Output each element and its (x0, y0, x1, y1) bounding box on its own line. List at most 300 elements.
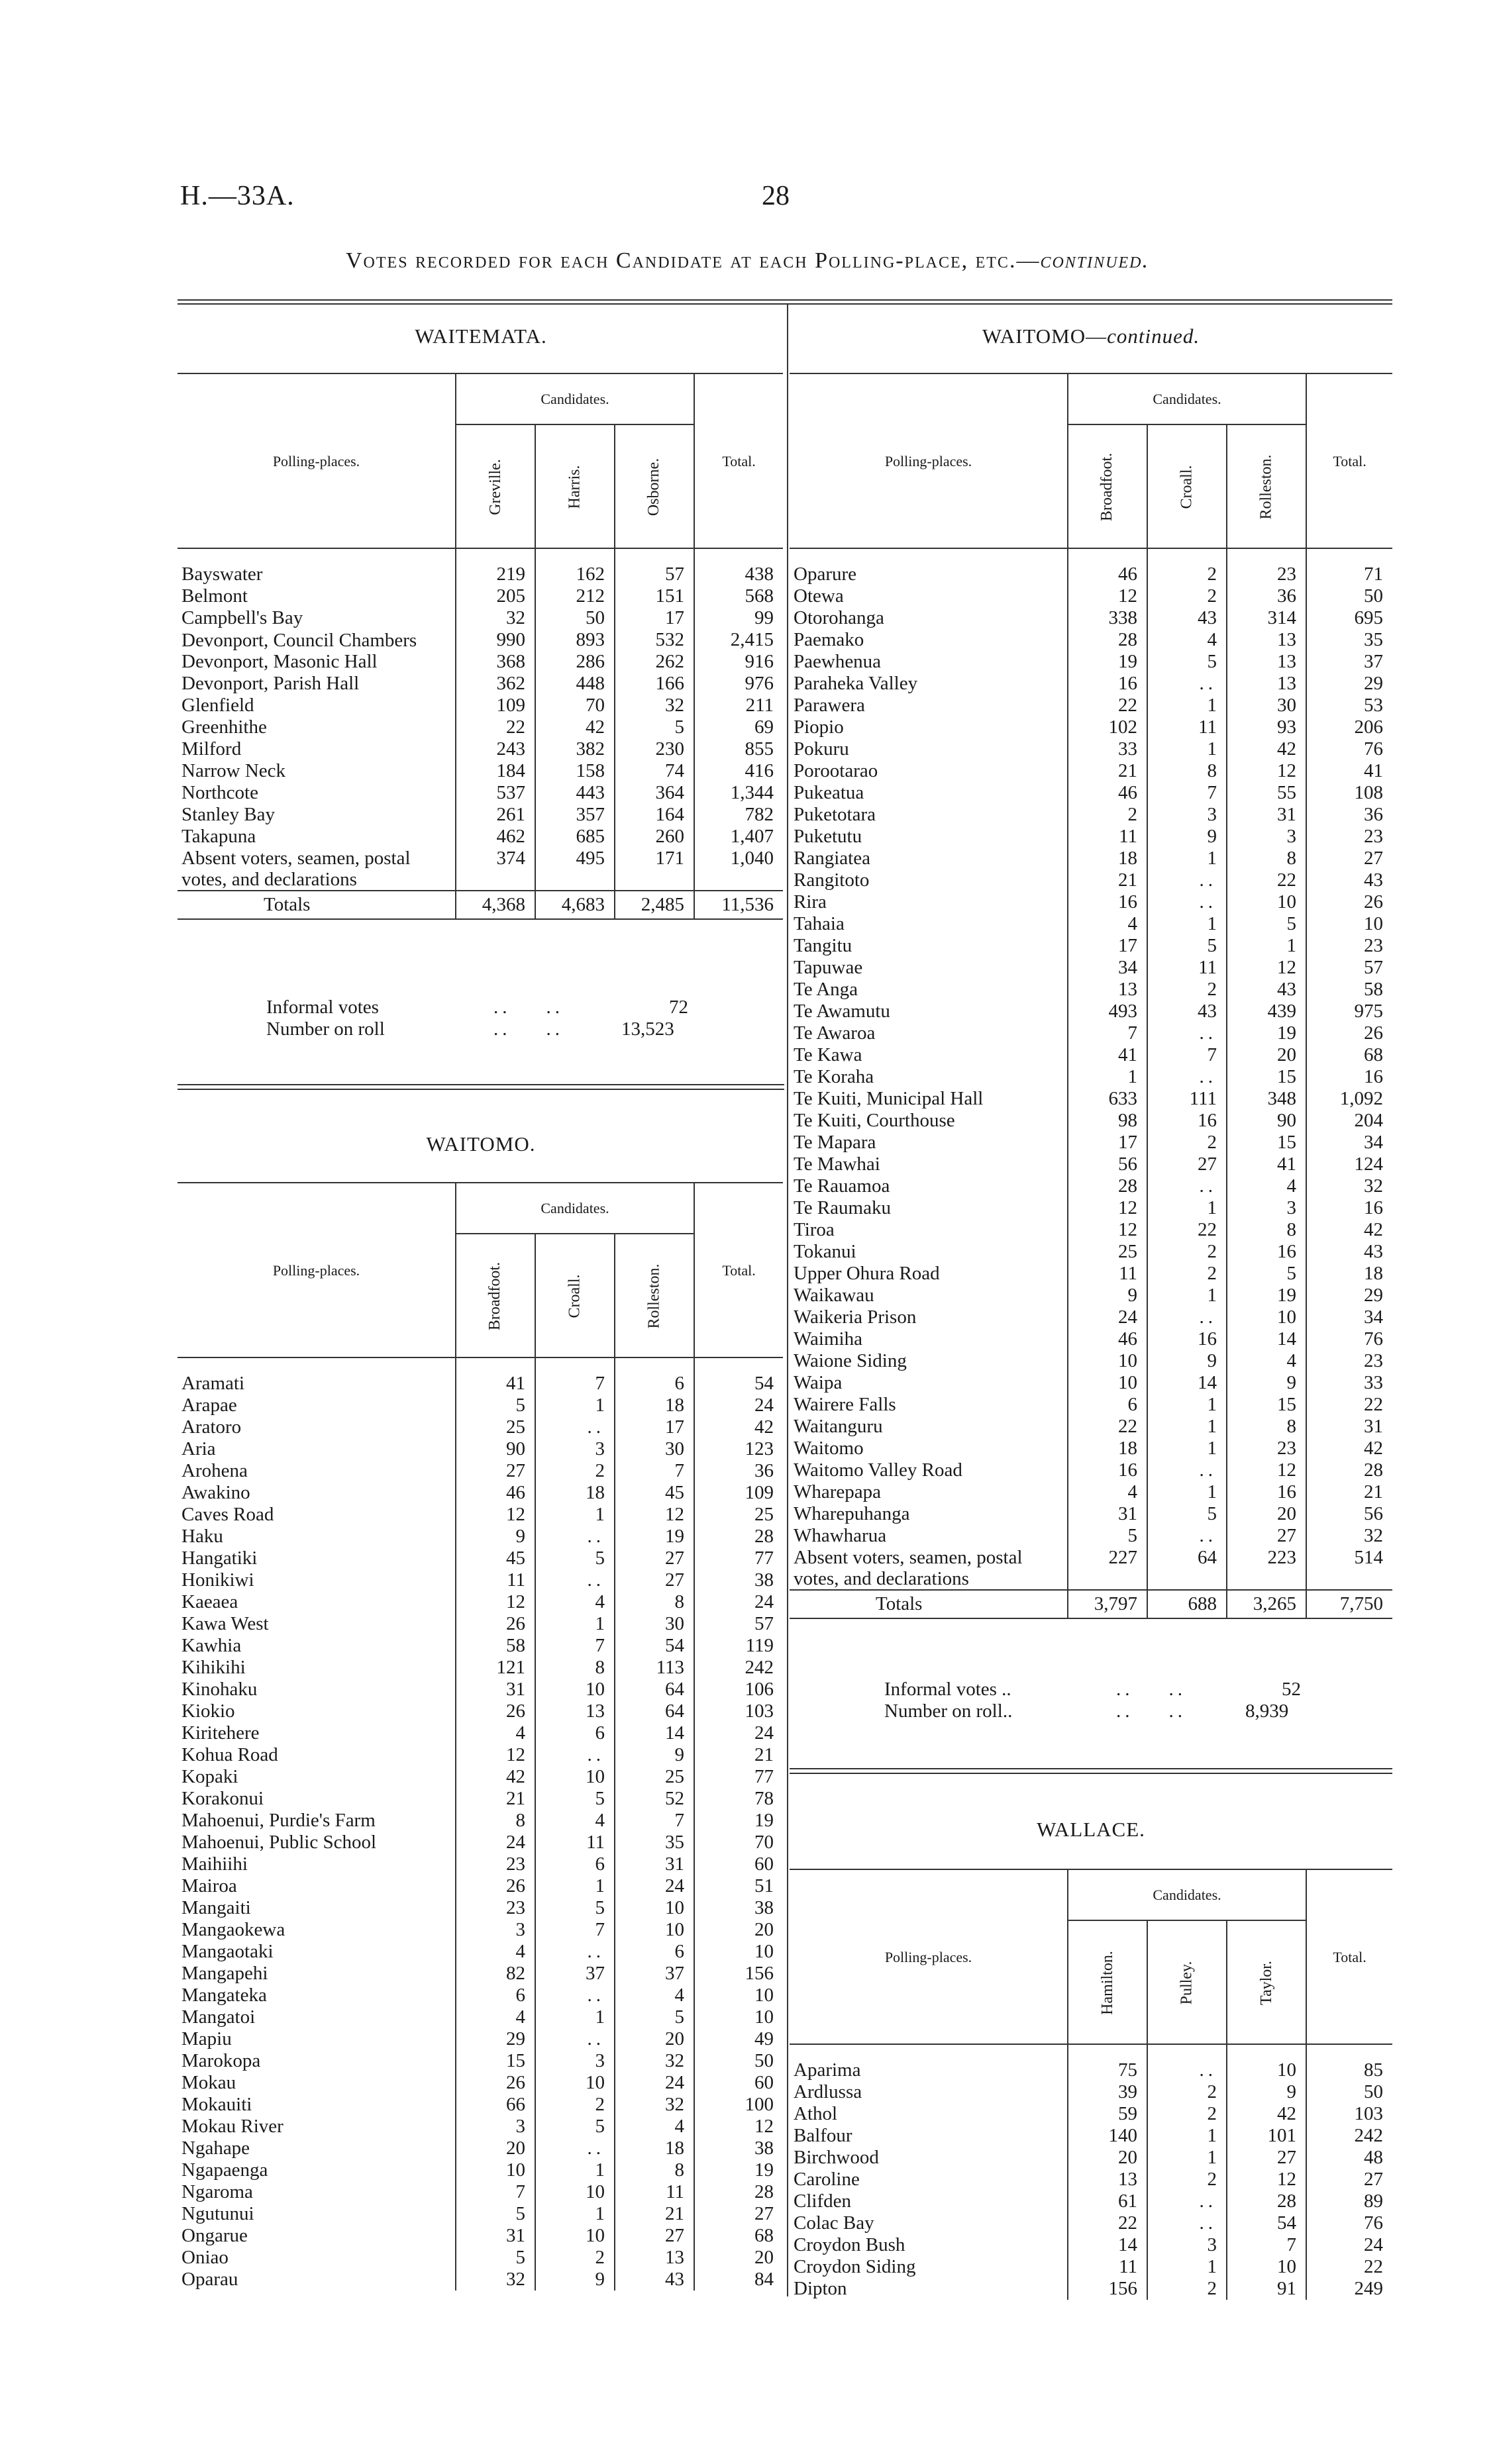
candidate-votes: 532 (615, 629, 694, 651)
row-total: 24 (694, 1395, 783, 1416)
candidate-name: Harris. (566, 465, 584, 509)
candidate-votes: .. (1147, 869, 1227, 891)
candidate-votes: 8 (456, 1810, 535, 1832)
row-total: 123 (694, 1438, 783, 1460)
row-total: 27 (694, 2203, 783, 2225)
candidate-votes: 10 (1227, 2044, 1306, 2081)
polling-place: Ngahape (181, 2138, 250, 2159)
candidate-votes: .. (1147, 1022, 1227, 1044)
polling-place: Parawera (794, 695, 865, 716)
polling-place: Narrow Neck (181, 760, 286, 781)
candidate-votes: 90 (456, 1438, 535, 1460)
candidate-votes: 1 (1147, 1481, 1227, 1503)
table-row (790, 804, 1392, 826)
top-rule-2 (178, 303, 1392, 305)
row-total: 108 (1306, 782, 1392, 804)
candidate-votes: .. (1147, 2044, 1227, 2081)
polling-place: Mangateka (181, 1985, 267, 2006)
polling-place: Te Koraha (794, 1066, 874, 1087)
candidate-votes: 22 (1068, 695, 1147, 716)
candidate-votes: 13 (535, 1700, 615, 1722)
polling-place: Birchwood (794, 2147, 879, 2168)
candidate-votes: 26 (456, 1613, 535, 1635)
candidate-votes: 9 (456, 1526, 535, 1548)
candidate-header (1068, 424, 1147, 548)
candidate-votes: 212 (535, 585, 615, 607)
candidate-votes: 4 (535, 1810, 615, 1832)
candidate-votes: 9 (615, 1744, 694, 1766)
informal-votes-value: 52 (1282, 1679, 1301, 1700)
row-total: 211 (694, 695, 783, 716)
candidate-total: 3,265 (1227, 1590, 1306, 1618)
candidate-votes: 93 (1227, 716, 1306, 738)
candidate-votes: 24 (1068, 1306, 1147, 1328)
candidate-votes: 10 (1068, 1372, 1147, 1394)
candidate-votes: 18 (615, 1395, 694, 1416)
candidate-votes: 357 (535, 804, 615, 826)
candidate-votes: 2 (1147, 979, 1227, 1001)
candidate-votes: .. (535, 1569, 615, 1591)
table-row (178, 629, 783, 651)
candidate-votes: 10 (535, 1766, 615, 1788)
row-total: 34 (1306, 1306, 1392, 1328)
row-total: 1,092 (1306, 1088, 1392, 1110)
polling-places-header: Polling-places. (790, 373, 1068, 548)
candidate-votes: 10 (1227, 2256, 1306, 2278)
row-total: 19 (694, 1810, 783, 1832)
row-total: 71 (1306, 548, 1392, 585)
row-total: 855 (694, 738, 783, 760)
candidate-votes: 261 (456, 804, 535, 826)
candidate-votes: 31 (456, 2225, 535, 2247)
table-row (178, 1766, 783, 1788)
row-total: 24 (694, 1591, 783, 1613)
polling-place: Waitomo (794, 1438, 864, 1459)
row-total: 27 (1306, 2169, 1392, 2191)
candidate-votes: 230 (615, 738, 694, 760)
row-total: 242 (694, 1657, 783, 1679)
candidate-votes: 5 (1147, 1503, 1227, 1525)
candidate-votes: 314 (1227, 607, 1306, 629)
leaders: .. .. (1116, 1700, 1186, 1722)
candidate-votes: 21 (1068, 760, 1147, 782)
row-total: 53 (1306, 695, 1392, 716)
polling-place: Mapiu (181, 2028, 232, 2049)
waitomo-footnote (0, 1679, 1495, 1725)
row-total: 26 (1306, 1022, 1392, 1044)
candidate-votes: 82 (456, 1963, 535, 1985)
table-row (178, 1744, 783, 1766)
candidate-header (1147, 1920, 1227, 2044)
candidate-votes: 10 (535, 2225, 615, 2247)
candidate-votes: 42 (1227, 738, 1306, 760)
row-total: 782 (694, 804, 783, 826)
polling-place: Aratoro (181, 1416, 242, 1438)
candidate-name: Croall. (1178, 465, 1196, 509)
candidate-votes: 15 (1227, 1132, 1306, 1154)
table-row (790, 1044, 1392, 1066)
polling-place: Whawharua (794, 1525, 887, 1546)
polling-place: Te Kawa (794, 1044, 862, 1065)
candidate-votes: 57 (615, 548, 694, 585)
table-row (178, 2269, 783, 2291)
table-row (790, 1132, 1392, 1154)
row-total: 34 (1306, 1132, 1392, 1154)
candidate-votes: 12 (456, 1591, 535, 1613)
table-row (178, 1941, 783, 1963)
polling-place: Waione Siding (794, 1350, 907, 1371)
row-total: 1,344 (694, 782, 783, 804)
row-total: 119 (694, 1635, 783, 1657)
candidate-votes: 16 (1147, 1110, 1227, 1132)
candidate-votes: .. (1147, 1459, 1227, 1481)
table-row (790, 1241, 1392, 1263)
polling-place: Bayswater (181, 564, 263, 585)
table-row (178, 1832, 783, 1853)
polling-place: Wharepapa (794, 1481, 882, 1503)
polling-place: Dipton (794, 2278, 847, 2299)
candidate-votes: 16 (1147, 1328, 1227, 1350)
polling-place: Marokopa (181, 2050, 261, 2071)
row-total: 41 (1306, 760, 1392, 782)
candidate-votes: 27 (615, 1569, 694, 1591)
candidate-votes: 5 (615, 2006, 694, 2028)
row-total: 21 (1306, 1481, 1392, 1503)
row-total: 12 (694, 2116, 783, 2138)
row-total: 32 (1306, 1175, 1392, 1197)
polling-place: Puketotara (794, 804, 876, 825)
row-total: 204 (1306, 1110, 1392, 1132)
table-row (178, 673, 783, 695)
table-row (790, 1372, 1392, 1394)
candidate-votes: 21 (615, 2203, 694, 2225)
polling-place: Te Awaroa (794, 1022, 876, 1044)
row-total: 106 (694, 1679, 783, 1700)
candidate-votes: 12 (1068, 1197, 1147, 1219)
polling-place: Kihikihi (181, 1657, 246, 1678)
candidate-votes: 39 (1068, 2081, 1147, 2103)
table-row (178, 2006, 783, 2028)
candidate-votes: 45 (456, 1548, 535, 1569)
table-row (790, 1394, 1392, 1416)
polling-place: Mangaokewa (181, 1919, 285, 1940)
table-row (790, 673, 1392, 695)
waitomo-title: WAITOMO. (426, 1132, 536, 1156)
candidate-votes: 4 (456, 1722, 535, 1744)
candidate-votes: 158 (535, 760, 615, 782)
table-row (790, 2147, 1392, 2169)
table-row (790, 826, 1392, 848)
candidate-votes: 34 (1068, 957, 1147, 979)
polling-place: Colac Bay (794, 2212, 874, 2234)
table-row (790, 1416, 1392, 1438)
row-total: 24 (694, 1722, 783, 1744)
row-total: 77 (694, 1548, 783, 1569)
candidate-votes: 7 (1068, 1022, 1147, 1044)
row-total: 37 (1306, 651, 1392, 673)
polling-place: Paraheka Valley (794, 673, 918, 694)
candidate-votes: 10 (535, 2181, 615, 2203)
polling-place: Caves Road (181, 1504, 274, 1525)
table-row (178, 1526, 783, 1548)
candidate-votes: 52 (615, 1788, 694, 1810)
candidate-votes: 90 (1227, 1110, 1306, 1132)
row-total: 25 (694, 1504, 783, 1526)
table-row (790, 913, 1392, 935)
table-row (178, 804, 783, 826)
table-row (790, 548, 1392, 585)
candidate-votes: 1 (1147, 2256, 1227, 2278)
candidate-votes: 5 (1227, 913, 1306, 935)
candidate-votes: 1 (1147, 848, 1227, 869)
table-row (790, 1066, 1392, 1088)
candidate-votes: 2 (535, 2094, 615, 2116)
candidate-votes: 5 (1227, 1263, 1306, 1285)
polling-place: Te Mawhai (794, 1154, 880, 1175)
polling-place: Caroline (794, 2169, 860, 2190)
candidate-votes: 439 (1227, 1001, 1306, 1022)
candidate-votes: 1 (1227, 935, 1306, 957)
header-row (790, 373, 1392, 424)
candidate-votes: 111 (1147, 1088, 1227, 1110)
candidate-votes: 22 (1068, 2212, 1147, 2234)
candidate-votes: 4 (1227, 1175, 1306, 1197)
row-total: 514 (1306, 1547, 1392, 1590)
candidate-votes: 364 (615, 782, 694, 804)
table-row (790, 607, 1392, 629)
candidate-votes: 17 (1068, 1132, 1147, 1154)
candidate-votes: 5 (535, 1897, 615, 1919)
row-total: 124 (1306, 1154, 1392, 1175)
polling-place: Paewhenua (794, 651, 882, 672)
row-total: 36 (694, 1460, 783, 1482)
candidate-votes: .. (1147, 673, 1227, 695)
candidate-votes: 19 (1227, 1022, 1306, 1044)
candidate-votes: 1 (535, 1395, 615, 1416)
polling-place: Hangatiki (181, 1548, 258, 1569)
candidate-votes: 7 (615, 1460, 694, 1482)
table-row (790, 2103, 1392, 2125)
table-row (178, 1919, 783, 1941)
candidate-votes: 1 (1147, 1416, 1227, 1438)
candidate-votes: 338 (1068, 607, 1147, 629)
polling-place: Glenfield (181, 695, 254, 716)
table-row (790, 716, 1392, 738)
polling-place: Kopaki (181, 1766, 238, 1787)
row-total: 48 (1306, 2147, 1392, 2169)
table-row (790, 695, 1392, 716)
header-row (178, 373, 783, 424)
row-total: 89 (1306, 2191, 1392, 2212)
candidate-votes: 12 (1227, 760, 1306, 782)
table-row (178, 548, 783, 585)
polling-place: Clifden (794, 2191, 851, 2212)
row-total: 23 (1306, 1350, 1392, 1372)
polling-place: Mangatoi (181, 2006, 256, 2028)
candidate-votes: 121 (456, 1657, 535, 1679)
candidate-votes: 64 (615, 1679, 694, 1700)
table-row (178, 1395, 783, 1416)
table-row (178, 1357, 783, 1395)
candidate-votes: 3 (1227, 826, 1306, 848)
informal-label-text: Informal votes (884, 1679, 997, 1700)
polling-place: Mairoa (181, 1875, 237, 1897)
candidate-votes: 7 (456, 2181, 535, 2203)
candidate-votes: 23 (1227, 1438, 1306, 1459)
candidate-votes: 12 (1227, 957, 1306, 979)
candidate-votes: 1 (535, 1875, 615, 1897)
table-row (790, 2125, 1392, 2147)
section-rule-2 (790, 1773, 1392, 1774)
candidate-votes: .. (535, 1985, 615, 2006)
candidate-votes: 43 (1227, 979, 1306, 1001)
candidate-votes: 17 (615, 1416, 694, 1438)
candidate-votes: 15 (456, 2050, 535, 2072)
candidate-votes: 164 (615, 804, 694, 826)
candidate-votes: 3 (535, 1438, 615, 1460)
candidate-votes: 2 (1147, 1241, 1227, 1263)
polling-place: Waipa (794, 1372, 843, 1393)
candidate-votes: 18 (1068, 1438, 1147, 1459)
row-total: 50 (1306, 2081, 1392, 2103)
candidate-votes: 7 (615, 1810, 694, 1832)
table-row (178, 1635, 783, 1657)
candidate-votes: 18 (535, 1482, 615, 1504)
number-on-roll-label: Number on roll.. (884, 1700, 1013, 1722)
candidate-votes: 20 (615, 2028, 694, 2050)
candidate-votes: 31 (1227, 804, 1306, 826)
candidate-name: Taylor. (1257, 1960, 1275, 2005)
candidate-votes: 11 (1068, 2256, 1147, 2278)
candidate-votes: 28 (1068, 629, 1147, 651)
page-number: 28 (762, 181, 790, 211)
table-row (790, 1110, 1392, 1132)
candidate-votes: 4 (1068, 913, 1147, 935)
candidate-votes: 32 (456, 2269, 535, 2291)
candidate-votes: 260 (615, 826, 694, 848)
candidate-votes: 54 (1227, 2212, 1306, 2234)
row-total: 24 (1306, 2234, 1392, 2256)
polling-place: Rangiatea (794, 848, 870, 869)
candidate-votes: 26 (456, 2072, 535, 2094)
table-row (790, 1481, 1392, 1503)
informal-votes-label: Informal votes .. (884, 1679, 1011, 1700)
polling-place: Kawa West (181, 1613, 269, 1634)
candidate-votes: 5 (1147, 935, 1227, 957)
polling-place: Kawhia (181, 1635, 242, 1656)
candidate-votes: 11 (615, 2181, 694, 2203)
candidate-votes: 5 (535, 1548, 615, 1569)
row-total: 33 (1306, 1372, 1392, 1394)
candidate-votes: 31 (456, 1679, 535, 1700)
candidate-votes: .. (535, 2028, 615, 2050)
candidate-votes: 166 (615, 673, 694, 695)
candidate-votes: 4 (535, 1591, 615, 1613)
row-total: 242 (1306, 2125, 1392, 2147)
total-header: Total. (1306, 1869, 1392, 2044)
candidate-votes: 14 (1227, 1328, 1306, 1350)
candidate-votes: 4 (1068, 1481, 1147, 1503)
candidate-votes: 16 (1068, 673, 1147, 695)
candidate-votes: 1 (535, 2159, 615, 2181)
candidate-votes: 162 (535, 548, 615, 585)
row-total: 1,040 (694, 848, 783, 891)
row-total: 51 (694, 1875, 783, 1897)
candidate-votes: 35 (615, 1832, 694, 1853)
candidate-votes: 26 (456, 1875, 535, 1897)
polling-place: Upper Ohura Road (794, 1263, 940, 1284)
candidate-votes: 19 (1068, 651, 1147, 673)
row-total: 35 (1306, 629, 1392, 651)
candidate-votes: 41 (1068, 1044, 1147, 1066)
candidate-votes: 537 (456, 782, 535, 804)
row-total: 43 (1306, 869, 1392, 891)
candidate-votes: 5 (535, 1788, 615, 1810)
top-rule (178, 299, 1392, 301)
table-row (178, 2203, 783, 2225)
candidate-votes: 13 (1227, 629, 1306, 651)
total-header: Total. (694, 1183, 783, 1357)
polling-place: Ngaroma (181, 2181, 253, 2202)
candidate-votes: 23 (456, 1853, 535, 1875)
candidate-votes: 25 (1068, 1241, 1147, 1263)
candidate-votes: 4 (1227, 1350, 1306, 1372)
candidate-votes: 11 (535, 1832, 615, 1853)
table-row (178, 1657, 783, 1679)
candidate-votes: .. (1147, 891, 1227, 913)
candidate-name: Hamilton. (1098, 1950, 1116, 2015)
roll-label-text: Number on roll (884, 1700, 1003, 1722)
polling-place: Paemako (794, 629, 864, 650)
candidate-votes: 12 (615, 1504, 694, 1526)
candidate-votes: 3 (1227, 1197, 1306, 1219)
candidate-votes: 1 (1147, 1197, 1227, 1219)
candidate-votes: 10 (456, 2159, 535, 2181)
table-row (790, 738, 1392, 760)
row-total: 249 (1306, 2278, 1392, 2300)
row-total: 60 (694, 2072, 783, 2094)
polling-place: Pukeatua (794, 782, 864, 803)
candidate-votes: 685 (535, 826, 615, 848)
table-row (178, 1875, 783, 1897)
candidate-votes: 46 (1068, 548, 1147, 585)
candidate-votes: 109 (456, 695, 535, 716)
candidate-votes: 75 (1068, 2044, 1147, 2081)
table-row (178, 2028, 783, 2050)
candidate-header (1227, 424, 1306, 548)
table-row (790, 1285, 1392, 1306)
candidate-votes: 5 (1068, 1525, 1147, 1547)
polling-place: Rangitoto (794, 869, 870, 891)
table-row (790, 2234, 1392, 2256)
waitomo-continued-name: WAITOMO— (982, 324, 1108, 348)
polling-place: Te Raumaku (794, 1197, 891, 1218)
row-total: 43 (1306, 1241, 1392, 1263)
table-row (790, 848, 1392, 869)
candidate-votes: 12 (1227, 2169, 1306, 2191)
candidate-votes: 633 (1068, 1088, 1147, 1110)
table-row (178, 2138, 783, 2159)
row-total: 38 (694, 2138, 783, 2159)
candidate-votes: 22 (1227, 869, 1306, 891)
polling-place: Te Kuiti, Courthouse (794, 1110, 955, 1131)
polling-place: Mahoenui, Purdie's Farm (181, 1810, 376, 1831)
table-row (178, 2159, 783, 2181)
row-total: 26 (1306, 891, 1392, 913)
polling-place: Croydon Bush (794, 2234, 905, 2255)
candidate-votes: 28 (1227, 2191, 1306, 2212)
candidate-votes: 23 (456, 1897, 535, 1919)
